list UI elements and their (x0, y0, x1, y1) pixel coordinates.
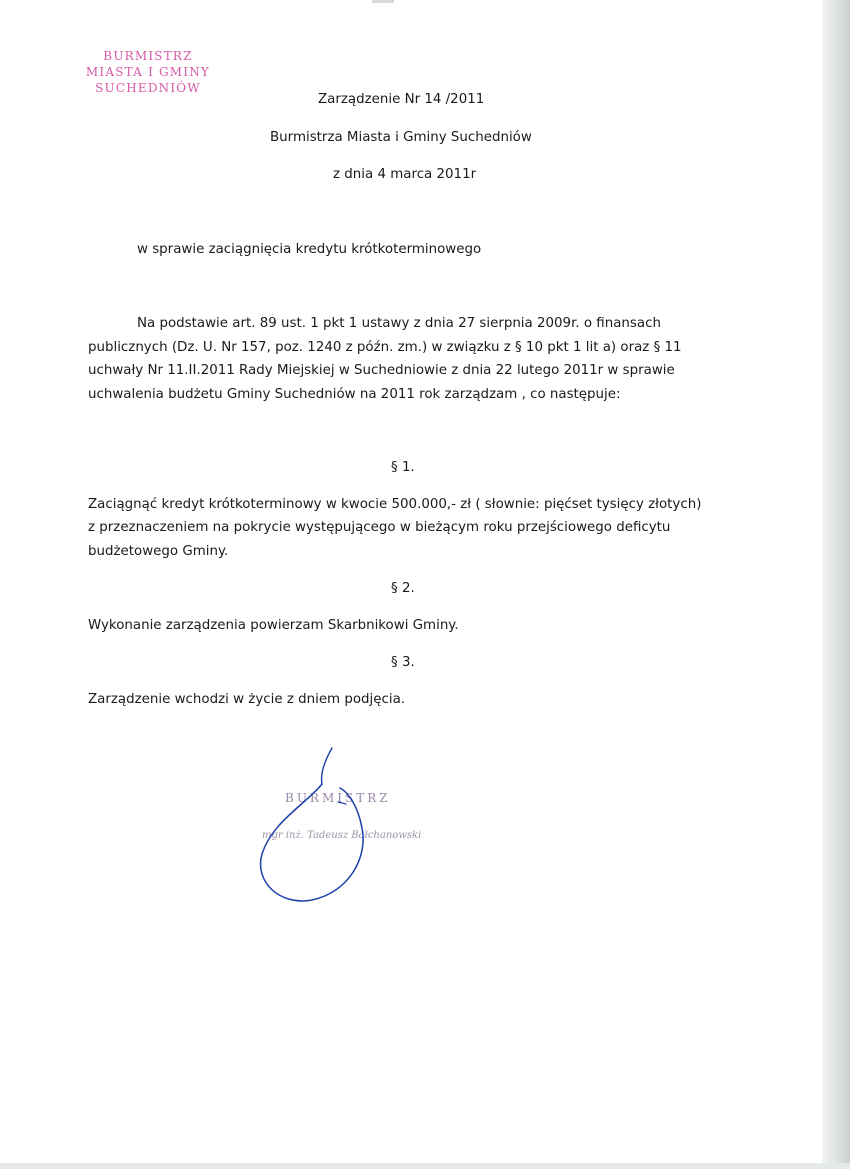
preamble-line: Na podstawie art. 89 ust. 1 pkt 1 ustawy z dnia 27 sierpnia 2009r. o finansach (137, 316, 661, 331)
preamble-line: publicznych (Dz. U. Nr 157, poz. 1240 z późn. zm.) w związku z § 10 pkt 1 lit a) oraz § 11 (88, 340, 682, 355)
section-1-line: budżetowego Gminy. (88, 544, 229, 559)
section-2-line: Wykonanie zarządzenia powierzam Skarbnikowi Gminy. (88, 618, 459, 633)
section-1-mark: § 1. (391, 460, 415, 475)
section-1-line: Zaciągnąć kredyt krótkoterminowy w kwocie 500.000,- zł ( słownie: pięćset tysięcy złotych) (88, 497, 702, 512)
section-2-mark: § 2. (391, 581, 415, 596)
document-date: z dnia 4 marca 2011r (333, 167, 477, 182)
scan-border-bottom (0, 1163, 850, 1169)
preamble-line: uchwalenia budżetu Gminy Suchedniów na 2011 rok zarządzam , co następuje: (88, 387, 621, 402)
header-stamp-line-1: BURMISTRZ (103, 49, 193, 63)
section-3-mark: § 3. (391, 655, 415, 670)
header-stamp-line-3: SUCHEDNIÓW (95, 81, 201, 95)
section-3-line: Zarządzenie wchodzi w życie z dniem podjęcia. (88, 692, 406, 707)
scan-artifact (372, 0, 394, 3)
document-title: Zarządzenie Nr 14 /2011 (318, 92, 485, 107)
header-stamp-line-2: MIASTA I GMINY (85, 65, 211, 79)
preamble-line: uchwały Nr 11.II.2011 Rady Miejskiej w Suchedniowie z dnia 22 lutego 2011r w sprawie (88, 363, 675, 378)
signature-stamp-title: BURMISTRZ (285, 791, 391, 805)
handwritten-signature (250, 744, 450, 914)
document-subject: w sprawie zaciągnięcia kredytu krótkoterminowego (137, 242, 482, 257)
scan-border-right (822, 0, 850, 1169)
signature-stamp-name: mgr inż. Tadeusz Bałchanowski (262, 830, 422, 841)
header-stamp (78, 48, 218, 96)
section-1-line: z przeznaczeniem na pokrycie występującego w bieżącym roku przejściowego deficytu (88, 520, 671, 535)
document-issuer: Burmistrza Miasta i Gminy Suchedniów (270, 130, 532, 145)
